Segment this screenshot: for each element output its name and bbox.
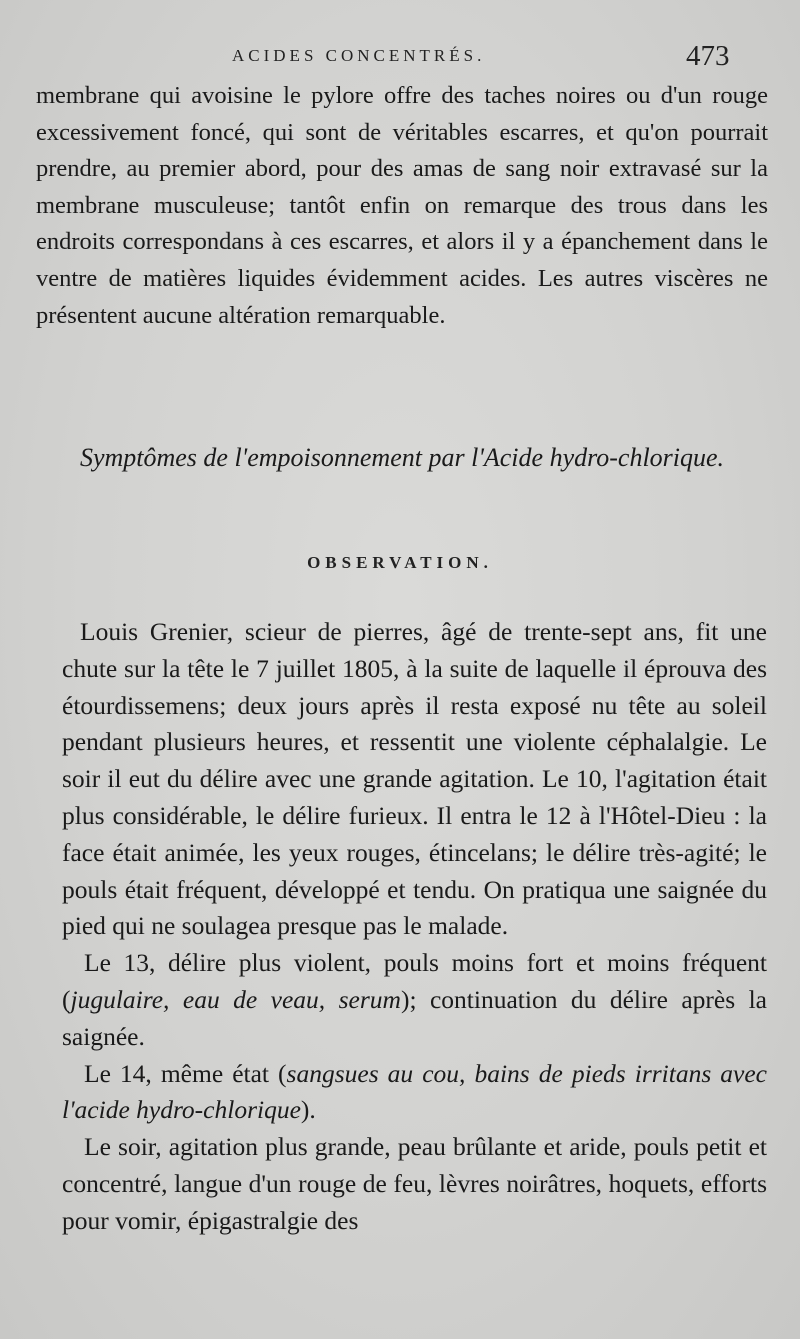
observation-paragraph-4: Le soir, agitation plus grande, peau brûlante et aride, pouls petit et concentré, langue d'un rouge de feu, lèvres noirâtres, hoquets, efforts pour vomir, épigastralgie des xyxy=(62,1132,767,1235)
body-text-top xyxy=(36,78,768,334)
p3-text-start: Le 14, même état ( xyxy=(84,1058,287,1088)
observation-paragraph-1: Louis Grenier, scieur de pierres, âgé de trente-sept ans, fit une chute sur la tête le 7 juillet 1805, à la suite de laquelle il éprouva des étourdissemens; deux jours après il resta exposé nu tête au soleil pendant plusieurs heures, et ressentit une violente céphalalgie. Le soir il eut du délire avec une grande agitation. Le 10, l'agitation était plus considérable, le délire furieux. Il entra le 12 à l'Hôtel-Dieu : la face était animée, les yeux rouges, étincelans; le délire très-agité; le pouls était fréquent, développé et tendu. On pratiqua une saignée du pied qui ne soulagea presque pas le malade. xyxy=(62,617,767,941)
p2-text-start: Le 13, délire plus violent, pouls moins fort et moins fréquent ( xyxy=(62,948,767,1014)
page-number: 473 xyxy=(686,40,730,72)
p2-italic-remedies: jugulaire, eau de veau, serum xyxy=(70,984,401,1014)
page-header xyxy=(0,40,800,80)
observation-paragraph-3 xyxy=(62,1056,767,1130)
observation-title: OBSERVATION. xyxy=(307,553,493,572)
p2-text-end: ); continuation du délire après la saignée. xyxy=(62,984,767,1051)
p3-italic-remedies: sangsues au cou, bains de pieds irritans avec l'acide hydro-chlorique xyxy=(62,1058,767,1125)
observation-body xyxy=(62,614,767,1240)
running-head: ACIDES CONCENTRÉS. xyxy=(232,46,486,65)
observation-paragraph-2 xyxy=(62,945,767,1055)
p3-text-end: ). xyxy=(300,1095,316,1125)
section-heading: Symptômes de l'empoisonnement par l'Acide hydro-chlorique. xyxy=(79,443,725,472)
paragraph-continuation: membrane qui avoisine le pylore offre des taches noires ou d'un rouge excessivement foncé, qui sont de véritables escarres, et qu'on pourrait prendre, au premier abord, pour des amas de sang noir extravasé sur la membrane musculeuse; tantôt enfin on remarque des trous dans les endroits correspondans à ces escarres, et alors il y a épanchement dans le ventre de matières liquides évidemment acides. Les autres viscères ne présentent aucune altération remarquable. xyxy=(36,82,768,329)
